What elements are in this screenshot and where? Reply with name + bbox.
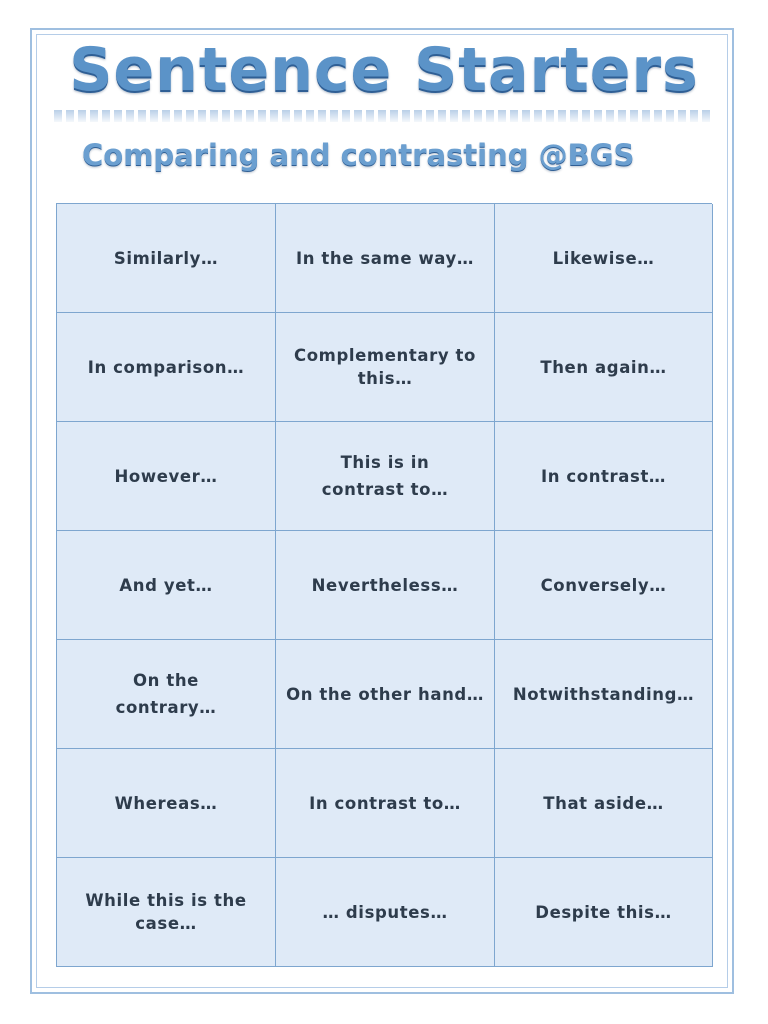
starter-cell: Conversely… — [495, 531, 713, 640]
starter-cell: Whereas… — [57, 749, 276, 858]
starter-cell: Likewise… — [495, 204, 713, 313]
starter-cell: That aside… — [495, 749, 713, 858]
page-title: Sentence Starters — [69, 35, 699, 105]
starter-cell: In contrast… — [495, 422, 713, 531]
starter-text: On the contrary… — [115, 671, 217, 717]
starter-cell: Notwithstanding… — [495, 640, 713, 749]
starter-cell: And yet… — [57, 531, 276, 640]
starter-cell: Similarly… — [57, 204, 276, 313]
page-subtitle: Comparing and contrasting @BGS — [82, 138, 635, 172]
starter-cell — [57, 858, 276, 967]
starter-cell: On the other hand… — [276, 640, 495, 749]
starter-cell: In the same way… — [276, 204, 495, 313]
starter-cell: Nevertheless… — [276, 531, 495, 640]
starter-cell: … disputes… — [276, 858, 495, 967]
starter-cell: Then again… — [495, 313, 713, 422]
starter-text: While this is the case… — [85, 891, 247, 933]
starter-cell — [57, 640, 276, 749]
starter-cell: Despite this… — [495, 858, 713, 967]
starter-cell — [276, 313, 495, 422]
starter-cell: In contrast to… — [276, 749, 495, 858]
starter-cell — [276, 422, 495, 531]
dotted-divider — [54, 110, 714, 122]
starter-cell: However… — [57, 422, 276, 531]
starter-text: Complementary to this… — [294, 346, 476, 388]
sentence-starter-grid — [56, 203, 712, 967]
starter-text: This is in contrast to… — [321, 453, 449, 499]
starter-cell: In comparison… — [57, 313, 276, 422]
